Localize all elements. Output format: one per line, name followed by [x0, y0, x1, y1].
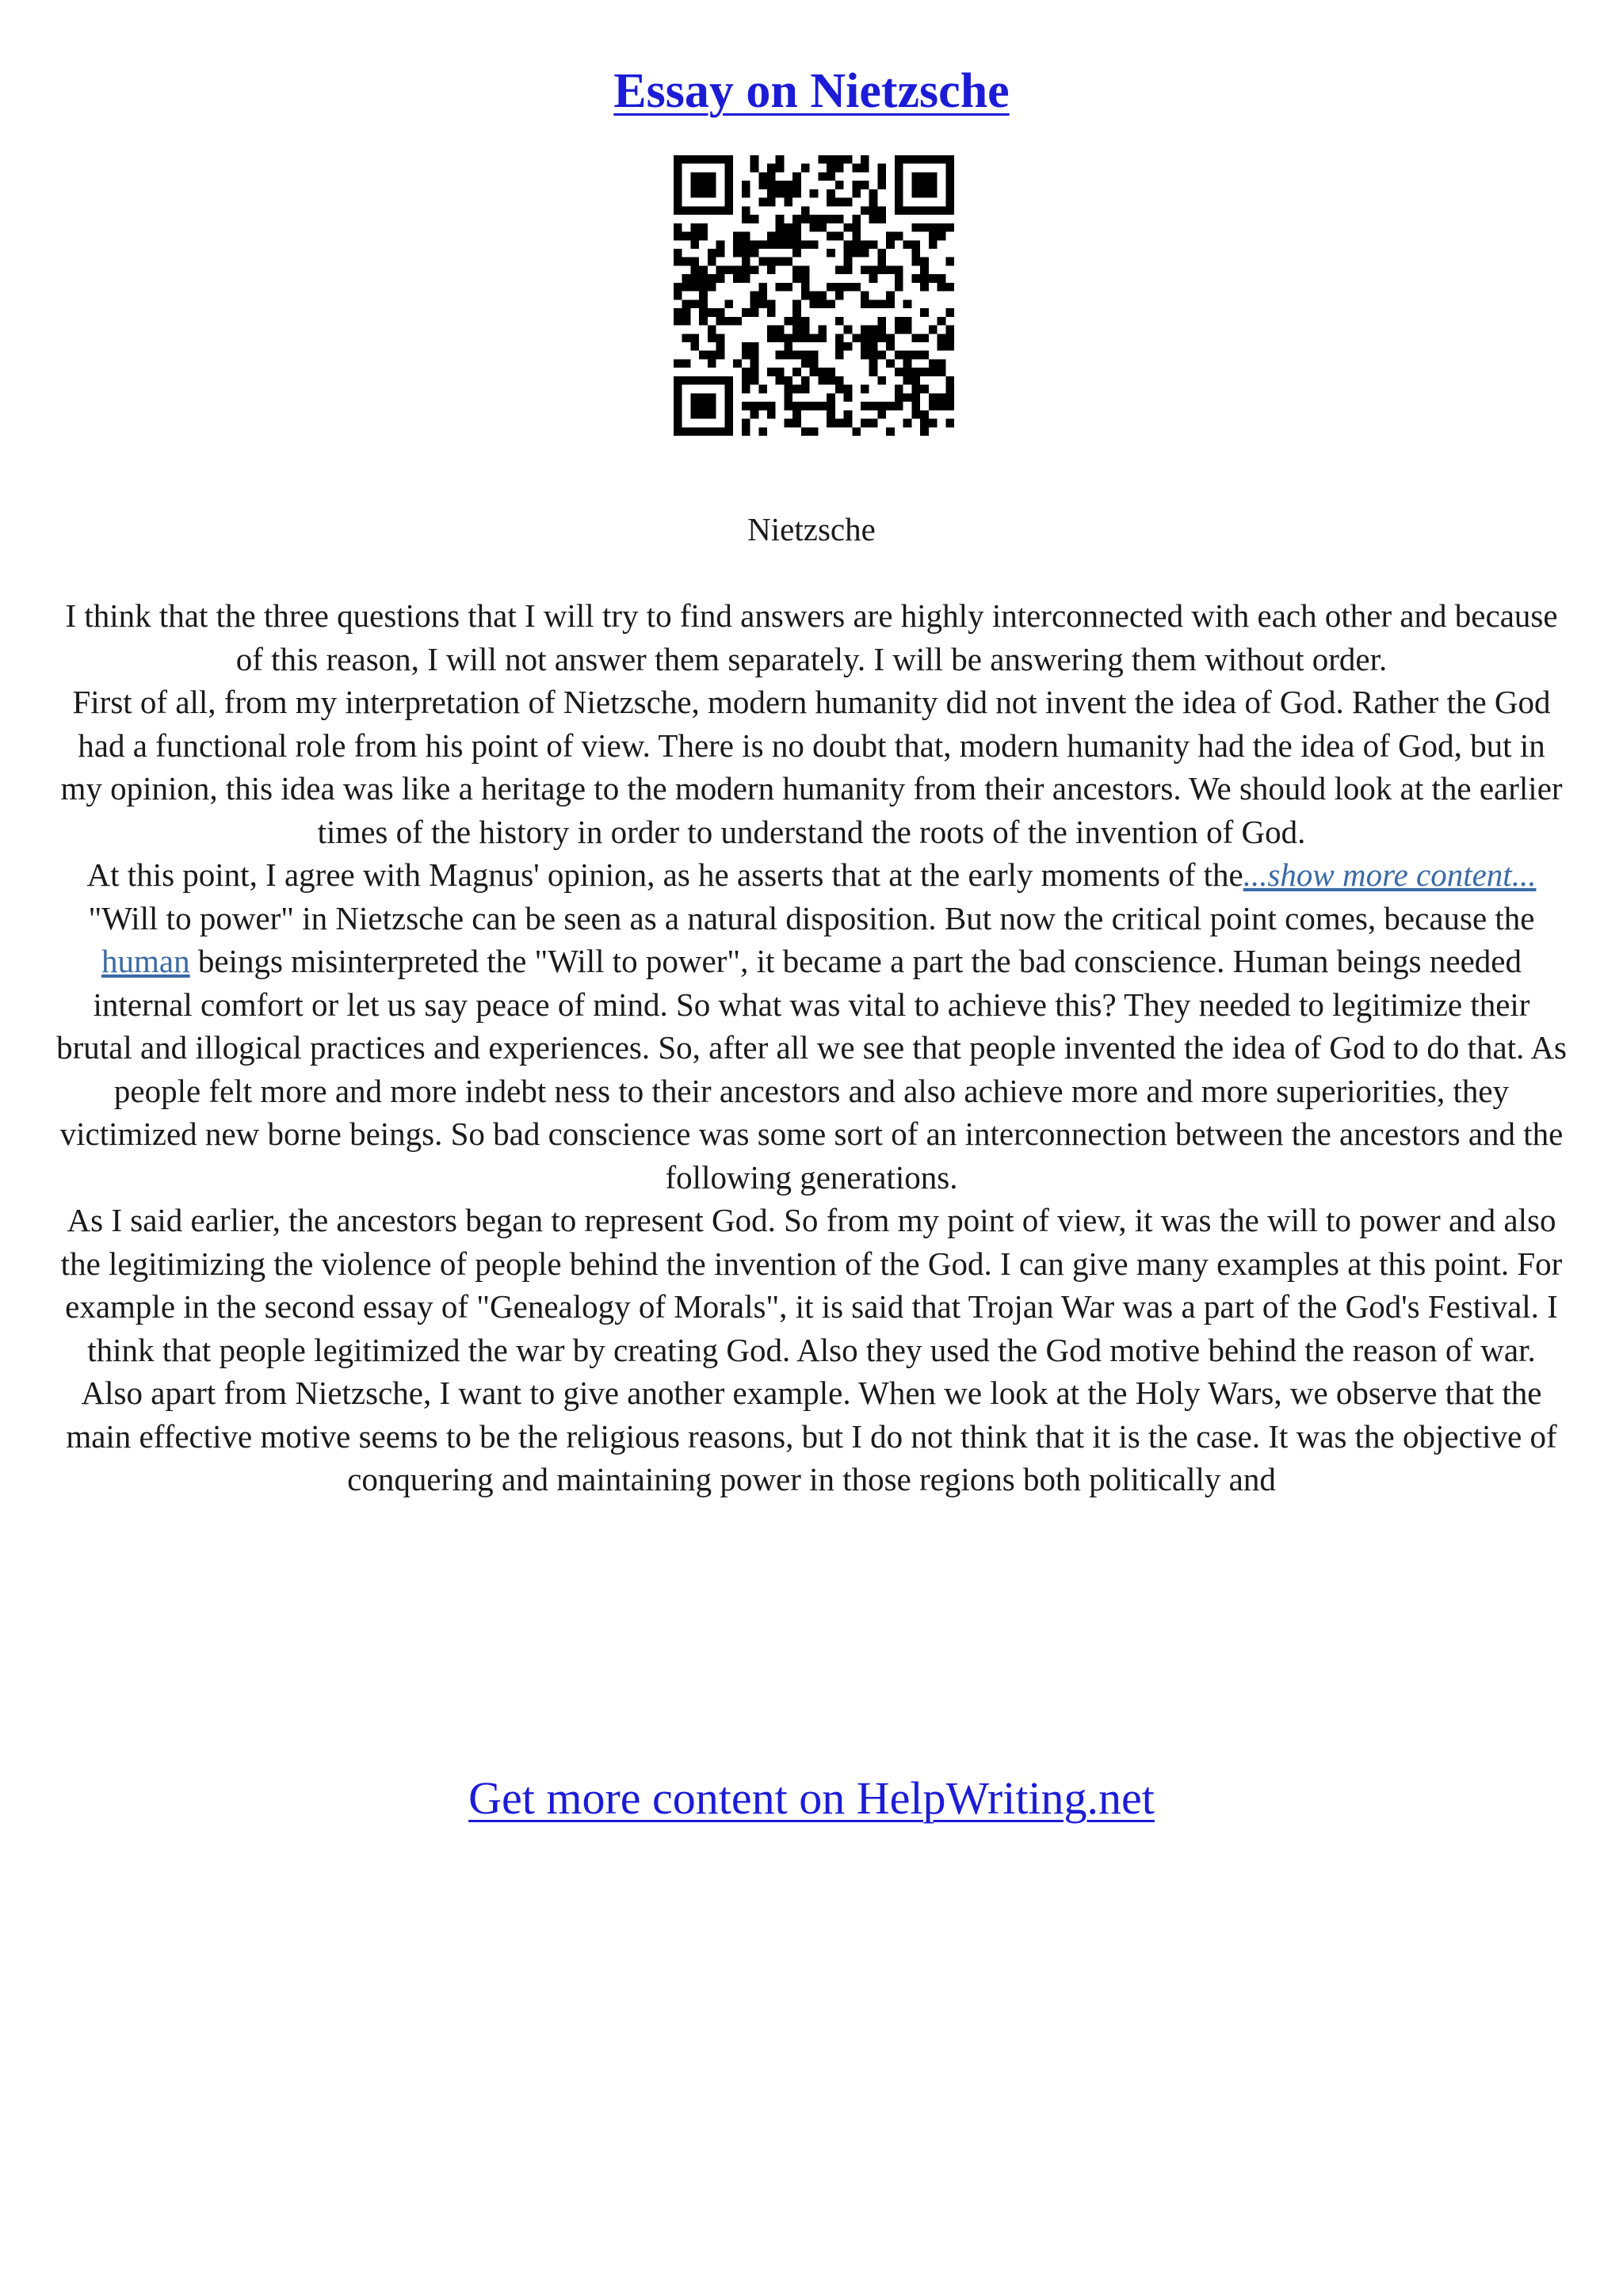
paragraph-3-text: At this point, I agree with Magnus' opinion, as he asserts that at the early moments of the — [86, 856, 1243, 893]
document-title — [0, 55, 1623, 127]
title-link[interactable]: Essay on Nietzsche — [613, 64, 1010, 118]
footer — [0, 1767, 1623, 1830]
paragraph-3 — [55, 853, 1568, 897]
human-link[interactable]: human — [101, 943, 190, 979]
qr-code-icon — [674, 155, 954, 436]
show-more-link[interactable]: ...show more content... — [1243, 856, 1537, 893]
document-subtitle: Nietzsche — [747, 511, 876, 547]
paragraph-2: First of all, from my interpretation of Nietzsche, modern humanity did not invent the idea of God. Rather the God had a functional role from his point of view. There is no doubt that, modern humanity had the idea of God, but in my opinion, this idea was like a heritage to the modern humanity from their ancestors. We should look at the earlier times of the history in order to understand the roots of the invention of God. — [60, 684, 1563, 850]
paragraph-4-after: beings misinterpreted the "Will to power", it became a part the bad conscience. Human beings needed internal comfort or let us say peace of mind. So what was vital to achieve this? They needed to legitimize their brutal and illogical practices and experiences. So, after all we see that people invented the idea of God to do that. As people felt more and more indebt ness to their ancestors and also achieve more and more superiorities, they victimized new borne beings. So bad conscience was some sort of an interconnection between the ancestors and the following generations. — [56, 943, 1567, 1196]
helpwriting-link[interactable]: Get more content on HelpWriting.net — [468, 1772, 1155, 1824]
paragraph-4 — [55, 897, 1568, 1199]
paragraph-1: I think that the three questions that I will try to find answers are highly interconnected with each other and because of this reason, I will not answer them separately. I will be answering them without order. — [65, 597, 1558, 677]
paragraph-4-before: "Will to power" in Nietzsche can be seen as a natural disposition. But now the critical point comes, because the — [88, 899, 1535, 936]
paragraph-5: As I said earlier, the ancestors began to represent God. So from my point of view, it was the will to power and also the legitimizing the violence of people behind the invention of the God. I can give many examples at this point. For example in the second essay of "Genealogy of Morals", it is said that Trojan War was a part of the God's Festival. I think that people legitimized the war by creating God. Also they used the God motive behind the reason of war. Also apart from Nietzsche, I want to give another example. When we look at the Holy Wars, we observe that the main effective motive seems to be the religious reasons, but I do not think that it is the case. It was the objective of conquering and maintaining power in those regions both politically and — [60, 1202, 1563, 1497]
essay-body — [55, 594, 1568, 1501]
